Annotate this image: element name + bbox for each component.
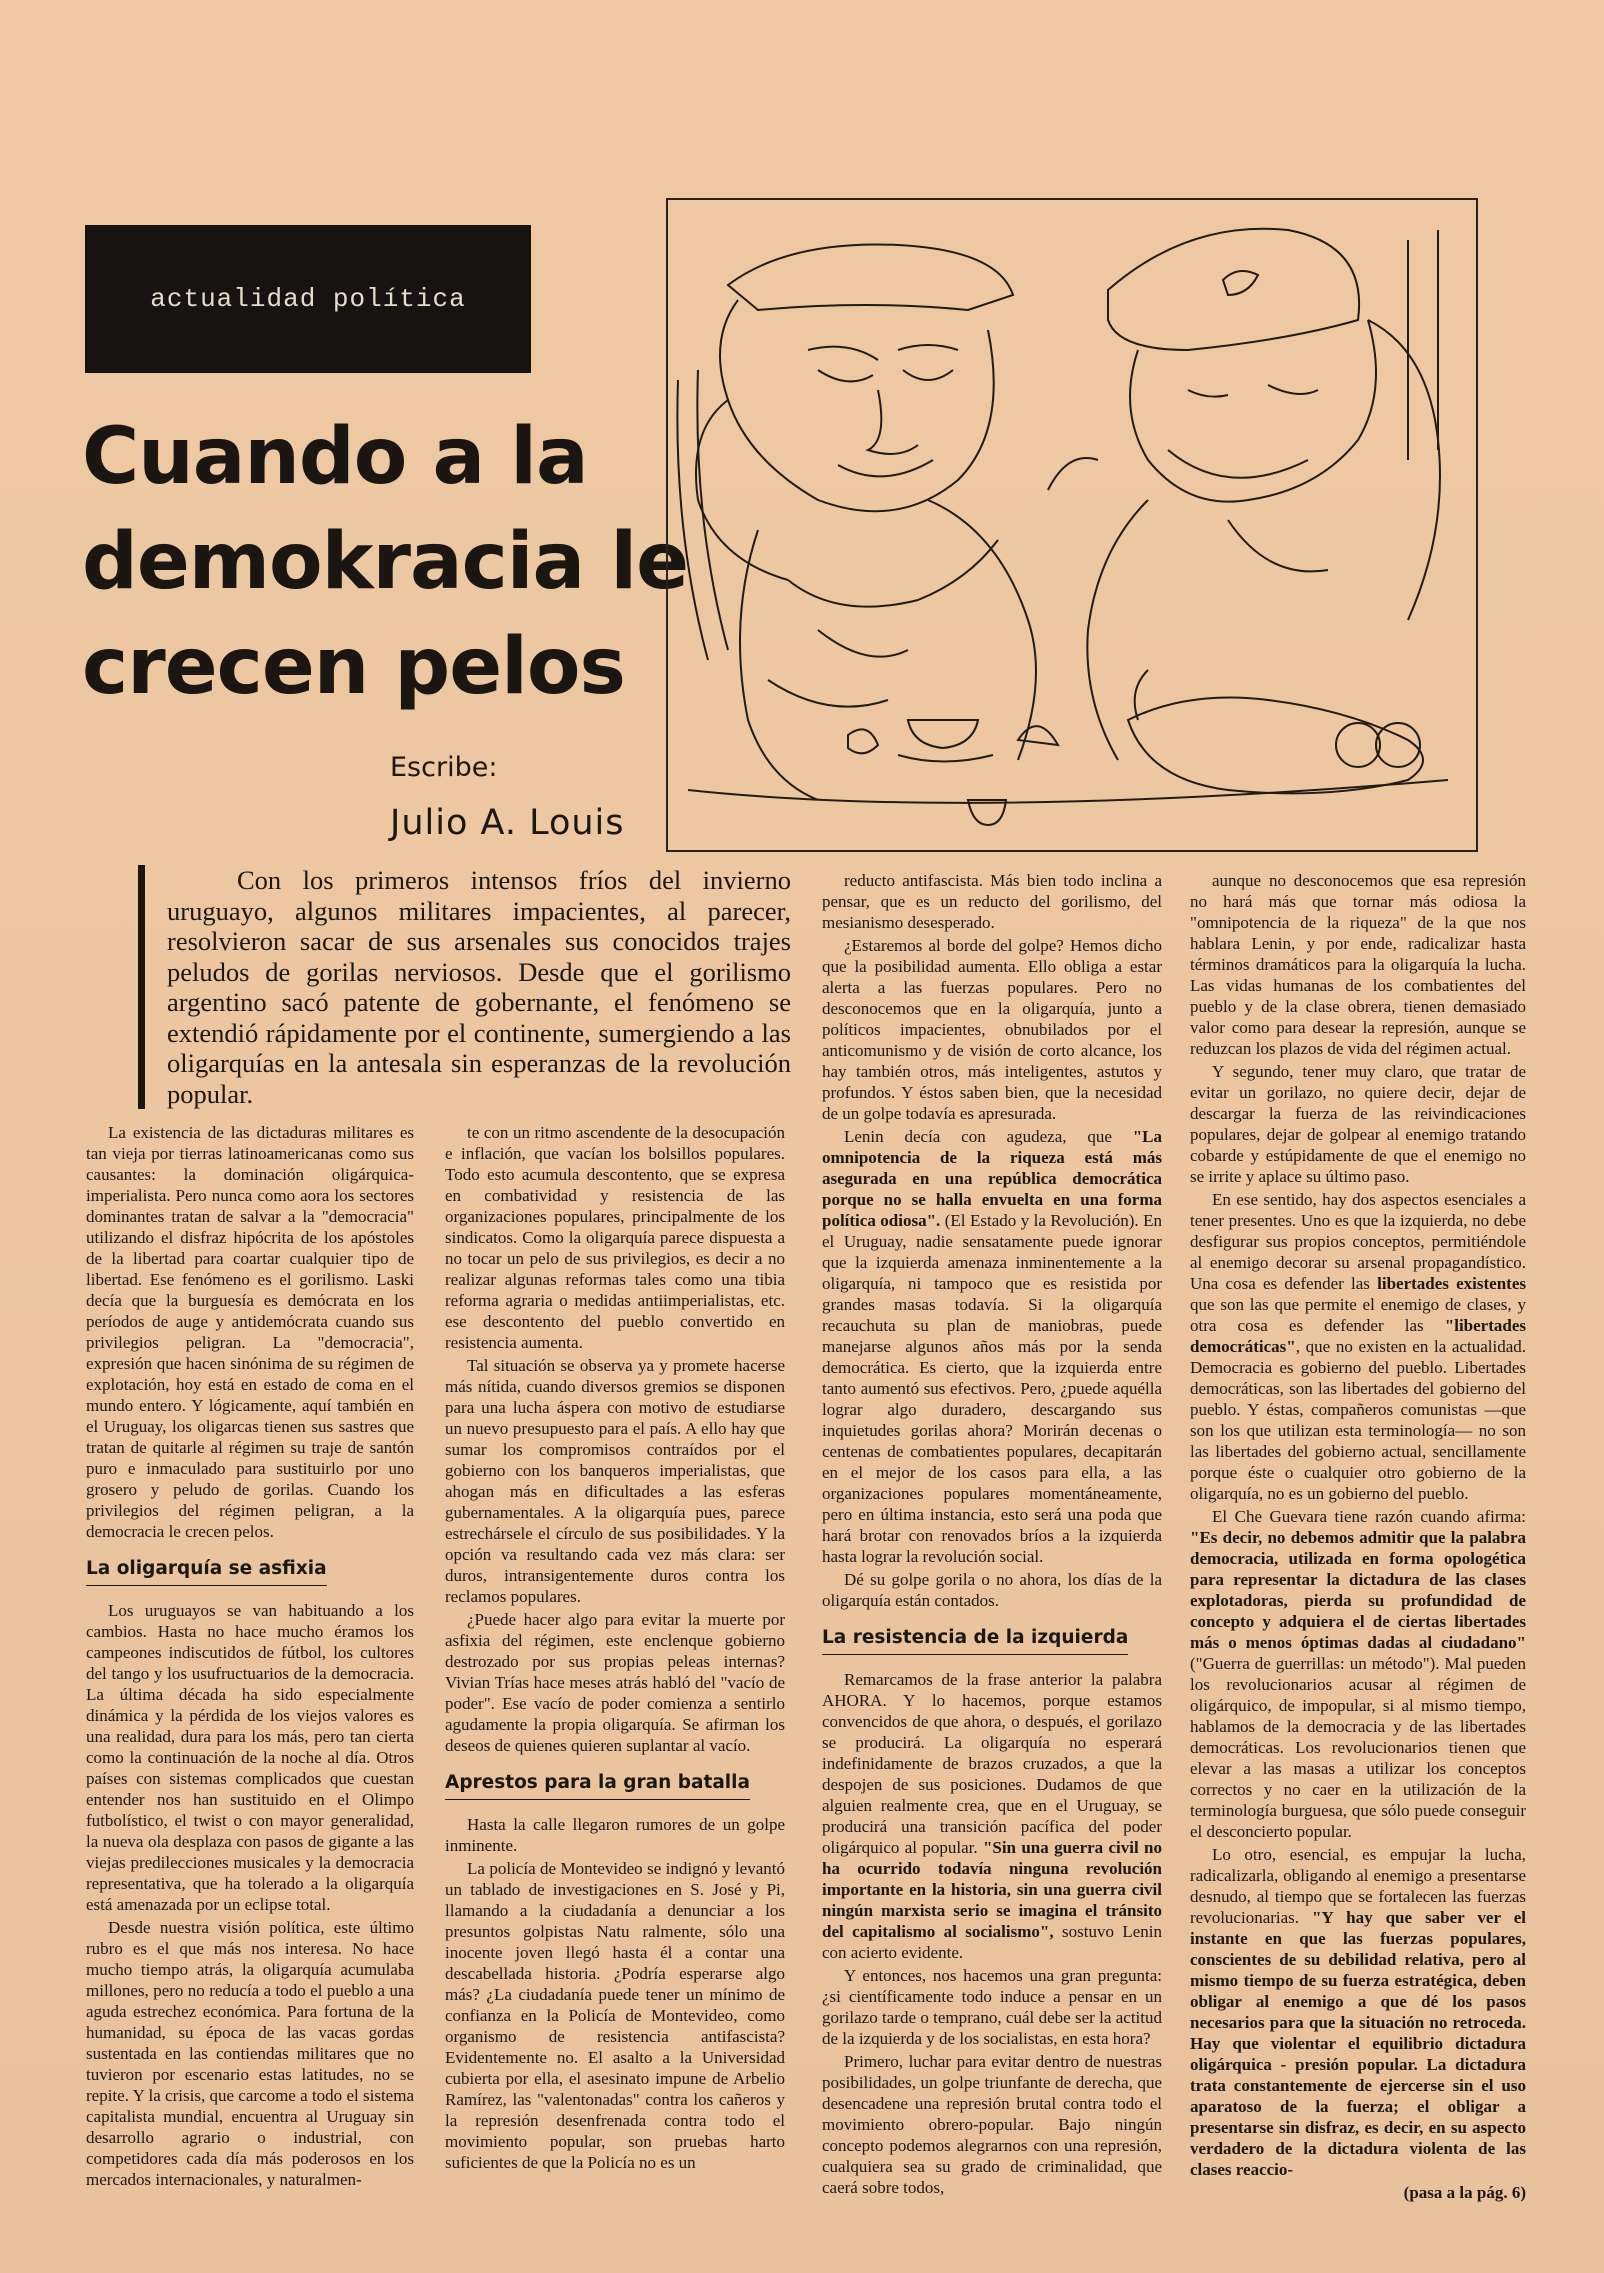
text-run: , que no existen en la actualidad. Democracia es gobierno del pueblo. Libertades democráticas, son las libertades del gobierno del pueblo. Y éstas, compañeros comunistas —que son los que utilizan esta terminología— no son las libertades del gobierno actual, sencillamente porque éste o cualquier otro gobierno de la oligarquía, no es un gobierno del pueblo. [1190, 1337, 1526, 1503]
text-run: Lenin decía con agudeza, que [844, 1127, 1133, 1146]
quote-lenin: "La omnipotencia de la riqueza está más asegurada en una república democrática porque no se halla envuelta en una forma política odiosa". [822, 1127, 1162, 1230]
paragraph: Primero, luchar para evitar dentro de nuestras posibilidades, un golpe triunfante de derecha, que desencadene una represión brutal contra todo el movimiento obrero-popular. Bajo ningún concepto podemos alegrarnos con una represión, cualquiera sea su grado de criminalidad, que caerá sobre todos, [822, 2052, 1162, 2197]
paragraph: aunque no desconocemos que esa represión no hará más que tornar más odiosa la "omnipotencia de la riqueza" de la que nos hablara Lenin, y por ende, radicalizar hasta términos dramáticos para la oligarquía la lucha. Las vidas humanas de los combatientes del pueblo y de la clase obrera, tienen demasiado valor como para desear la represión, aunque se reduzcan los plazos de vida del régimen actual. [1190, 871, 1526, 1058]
headline-line-2: demokracia le [82, 517, 688, 607]
headline-line-3: crecen pelos [82, 622, 625, 712]
text-run: Lo otro, esencial, es empujar la lucha, radicalizarla, obligando al enemigo a presentarse desnudo, al tiempo que se fortalecen las fuerzas revolucionarias. [1190, 1845, 1526, 1927]
paragraph [822, 1669, 1162, 1963]
paragraph: Dé su golpe gorila o no ahora, los días de la oligarquía están contados. [822, 1570, 1162, 1610]
paragraph: Y entonces, nos hacemos una gran pregunta: ¿si científicamente todo induce a pensar en un gorilazo tarde o temprano, cuál debe ser la actitud de la izquierda y de los socialistas, en esta hora? [822, 1966, 1162, 2048]
paragraph: Tal situación se observa ya y promete hacerse más nítida, cuando diversos gremios se disponen para una lucha áspera con motivo de estudiarse un nuevo presupuesto para el país. A ello hay que sumar los compromisos contraídos por el gobierno con los banqueros imperialistas, que ahogan más en dificultades a las esferas gubernamentales. A la oligarquía pues, parece estrechársele el círculo de sus posibilidades. Y la opción va resultando cada vez más clara: ser duros, intransigentemente duros contra los reclamos populares. [445, 1356, 785, 1606]
paragraph [1190, 1844, 1526, 2180]
quote-guevara-2: "Y hay que saber ver el instante en que las fuerzas populares, conscientes de su debilidad relativa, pero al mismo tiempo de su fuerza estratégica, deben obligar al enemigo a que dé los pasos necesarios para que la situación no retroceda. Hay que violentar el equilibrio dictadura oligárquica - presión popular. La dictadura trata constantemente de ejercerse sin el uso aparatoso de la fuerza; el obligar a presentarse sin disfraz, es decir, en su aspecto verdadero de la dictadura violenta de las clases reaccio- [1190, 1908, 1526, 2179]
emphasis: libertades existentes [1377, 1274, 1526, 1293]
text-run: Remarcamos de la frase anterior la palabra AHORA. Y lo hacemos, porque estamos convencidos de que ahora, o después, el gorilazo se producirá. La oligarquía no esperará indefinidamente de brazos cruzados, a que la despojen de sus posiciones. Dudamos de que alguien realmente crea, que en el Uruguay, se producirá una transición pacífica del poder oligárquico al popular. [822, 1670, 1162, 1857]
byline-label: Escribe: [390, 752, 498, 783]
text-run: sostuvo Lenin con acierto evidente. [822, 1922, 1162, 1962]
text-run: El Che Guevara tiene razón cuando afirma: [1212, 1507, 1526, 1526]
lead-text: Con los primeros intensos fríos del invierno uruguayo, algunos militares impacientes, al parecer, resolvieron sacar de sus arsenales sus conocidos trajes peludos de gorilas nerviosos. Desde que el gorilismo argentino sacó patente de gobernante, el fenómeno se extendió rápidamente por el continente, sumergiendo a las oligarquías en la antesala sin esperanzas de la revolución popular. [167, 865, 791, 1109]
paragraph [822, 1126, 1162, 1567]
cartoon-illustration [666, 198, 1478, 852]
paragraph: La existencia de las dictaduras militares es tan vieja por tierras latinoamericanas como sus causantes: la dominación oligárquica-imperialista. Pero nunca como aora los sectores dominantes tratan de salvar a la "democracia" utilizando el disfraz hipócrita de los apóstoles de la libertad para coartar cualquier tipo de libertad. Ese fenómeno es el gorilismo. Laski decía que la burguesía es demócrata en los períodos de auge y antidemócrata cuando sus privilegios peligran. La "democracia", expresión que hacen sinónima de su régimen de explotación, hoy está en estado de coma en el mundo entero. Y lógicamente, aquí también en el Uruguay, los oligarcas tienen sus sastres que tratan de quitarle al régimen su traje de santón puro e inmaculado para sustituirlo por uno grosero y peludo de gorilas. Cuando los privilegios del régimen peligran, a la democracia le crecen pelos. [86, 1123, 414, 1541]
paragraph: Los uruguayos se van habituando a los cambios. Hasta no hace mucho éramos los campeones indiscutidos de fútbol, los cultores del tango y los usufructuarios de la democracia. La última década ha sido especialmente dinámica y la pérdida de los viejos valores es una realidad, dura para los más, pero tan cierta como la continuación de la noche al día. Otros países con sistemas complicados que cuestan entender nos han sustituido en el Olimpo futbolístico, el twist o con mayor generalidad, la nueva ola desplaza con pasos de gigante a las viejas predilecciones musicales y la democracia representativa, que ha tolerado a la oligarquía está amenazada por un eclipse total. [86, 1601, 414, 1914]
subheading-aprestos: Aprestos para la gran batalla [445, 1772, 750, 1800]
headline [82, 405, 688, 720]
paragraph [1190, 1506, 1526, 1842]
paragraph: reducto antifascista. Más bien todo inclina a pensar, que es un reducto del gorilismo, del mesianismo desesperado. [822, 871, 1162, 932]
headline-line-1: Cuando a la [82, 412, 588, 502]
subheading-resistencia: La resistencia de la izquierda [822, 1627, 1128, 1655]
paragraph [1190, 1189, 1526, 1504]
subheading-oligarquia: La oligarquía se asfixia [86, 1558, 327, 1586]
paragraph: Hasta la calle llegaron rumores de un golpe inminente. [445, 1815, 785, 1855]
paragraph: ¿Puede hacer algo para evitar la muerte por asfixia del régimen, este enclenque gobierno destrozado por sus propias peleas internas? Vivian Trías hace meses atrás habló del "vacío de poder". Ese vacío de poder comienza a sentirlo agudamente la propia oligarquía. Se afirman los deseos de quienes quieren suplantar al vacío. [445, 1610, 785, 1755]
paragraph: La policía de Montevideo se indignó y levantó un tablado de investigaciones en S. José y Pi, llamando a la ciudadanía a denunciar a los presuntos golpistas Natu ralmente, sólo una inocente joven llegó hasta él a contar una descabellada historia. ¿Podría esperarse algo más? ¿La ciudadanía puede tener un mínimo de confianza en la Policía de Montevideo, como organismo de resistencia antifascista? Evidentemente no. El asalto a la Universidad cubierta por ella, el asesinato impune de Arbelio Ramírez, las "valentonadas" contra los cañeros y la represión desenfrenada contra todo el movimiento popular, son pruebas harto suficientes de que la Policía no es un [445, 1859, 785, 2172]
text-run: ("Guerra de guerrillas: un método"). Mal pueden los revolucionarios acusar al régimen de oligárquico, de impopular, si al mismo tiempo, hablamos de la democracia y de las libertades democráticas. Los revolucionarios tienen que elevar a las masas a utilizar los conceptos correctos y no caer en la utilización de la terminología burguesa, que sólo puede conseguir el desconcierto popular. [1190, 1654, 1526, 1841]
section-label: actualidad política [150, 284, 466, 314]
section-label-block [85, 225, 531, 373]
text-run: En ese sentido, hay dos aspectos esenciales a tener presentes. Uno es que la izquierda, no debe desfigurar sus propios conceptos, permitiéndole al enemigo decorar su arsenal propagandístico. Una cosa es defender las [1190, 1190, 1526, 1293]
paragraph: Desde nuestra visión política, este último rubro es el que más nos interesa. No hace mucho tiempo atrás, la oligarquía acumulaba millones, pero no reducía a todo el pueblo a una aguda estrechez económica. Para fortuna de la humanidad, su época de las vacas gordas sustentada en las contiendas militares que no tuvieron por escenario estas latitudes, no se repite. Y la crisis, que carcome a todo el sistema capitalista mundial, encuentra al Uruguay sin desarrollo agrario o industrial, con competidores cada día más poderosos en los mercados internacionales, y naturalmen- [86, 1918, 414, 2189]
byline-author: Julio A. Louis [390, 803, 625, 843]
column-2 [445, 1122, 785, 2172]
text-run: que son las que permite el enemigo de clases, y otra cosa es defender las [1190, 1295, 1526, 1335]
cartoon-drawing [668, 200, 1476, 850]
lead-paragraph [138, 865, 791, 1109]
quote-guevara: "Es decir, no debemos admitir que la palabra democracia, utilizada en forma opologética para representar la dictadura de las clases explotadoras, pierda su profundidad de concepto y adquiera el de ciertas libertades más o menos óptimas dadas al ciudadano" [1190, 1528, 1526, 1652]
quote-lenin-civil-war: "Sin una guerra civil no ha ocurrido todavía ninguna revolución importante en la historia, sin una guerra civil ningún marxista serio se imagina el tránsito del capitalismo al socialismo", [822, 1838, 1162, 1941]
column-1 [86, 1122, 414, 2189]
text-run: (El Estado y la Revolución). En el Uruguay, nadie sensatamente puede ignorar que la izquierda amenaza inminentemente a la oligarquía, ni tampoco que es resistida por grandes masas todavía. Si la oligarquía recauchuta su plan de maniobras, puede manejarse algunos años más por la senda democrática. Es cierto, que la izquierda entre tanto aumentó sus efectivos. Pero, ¿puede aquélla lograr algo duradero, descargando sus inquietudes gorilas ahora? Morirán decenas o centenas de combatientes populares, decapitarán en el mejor de los casos para ella, a las organizaciones populares momentáneamente, pero en última instancia, esto será una poda que hará brotar con renovados bríos a la izquierda hasta lograr la revolución social. [822, 1211, 1163, 1566]
column-3 [822, 870, 1163, 2197]
paragraph: Y segundo, tener muy claro, que tratar de evitar un gorilazo, no quiere decir, dejar de descargar la fuerza de las reivindicaciones populares, dejar de golpear al enemigo tratando cobarde y estúpidamente de que el enemigo no se irrite y aplace su último paso. [1190, 1062, 1526, 1186]
paragraph: te con un ritmo ascendente de la desocupación e inflación, que vacían los bolsillos populares. Todo esto acumula descontento, que se expresa en combatividad y resistencia de las organizaciones populares, principalmente de los sindicatos. Como la oligarquía parece dispuesta a no tocar un pelo de sus privilegios, es decir a no realizar algunas reformas tales como una tibia reforma agraria o medidas antiimperialistas, etc. ese descontento del pueblo convertido en resistencia aumenta. [445, 1123, 785, 1352]
continued-note[interactable]: (pasa a la pág. 6) [1403, 2183, 1526, 2202]
emphasis: "libertades democráticas" [1190, 1316, 1526, 1356]
column-4 [1190, 870, 1526, 2202]
paragraph: ¿Estaremos al borde del golpe? Hemos dicho que la posibilidad aumenta. Ello obliga a estar alerta a las fuerzas populares. Pero no desconocemos que en la oligarquía, junto a políticos impacientes, obnubilados por el anticomunismo y de visión de corto alcance, los hay también otros, más inteligentes, astutos y profundos. Y éstos saben bien, que la necesidad de un golpe todavía es apresurada. [822, 936, 1162, 1123]
